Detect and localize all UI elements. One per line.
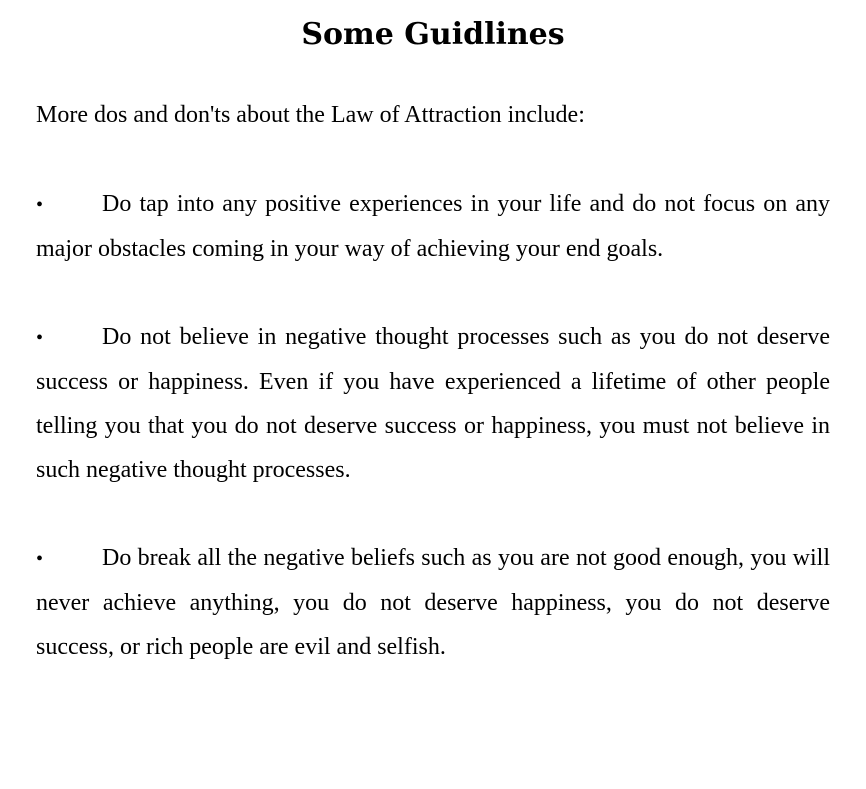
bullet-icon: • <box>36 194 44 216</box>
list-item-text: Do tap into any positive experiences in your life and do not focus on any major obstacles coming in your way of achieving your end goals. <box>36 191 830 262</box>
list-item <box>36 182 830 271</box>
page-title: Some Guidlines <box>301 17 565 52</box>
list-item <box>36 536 830 669</box>
intro-paragraph: More dos and don'ts about the Law of Attraction include: <box>36 102 585 128</box>
list-item-text: Do not believe in negative thought processes such as you do not deserve success or happiness. Even if you have experienced a lifetime of other people telling you that you do not deserve success or happiness, you must not believe in such negative thought processes. <box>36 324 830 483</box>
list-item-text: Do break all the negative beliefs such as you are not good enough, you will never achieve anything, you do not deserve happiness, you do not deserve success, or rich people are evil and selfish. <box>36 545 830 660</box>
list-item <box>36 315 830 492</box>
bullet-icon: • <box>36 327 44 349</box>
guideline-list <box>36 182 830 669</box>
bullet-icon: • <box>36 548 44 570</box>
